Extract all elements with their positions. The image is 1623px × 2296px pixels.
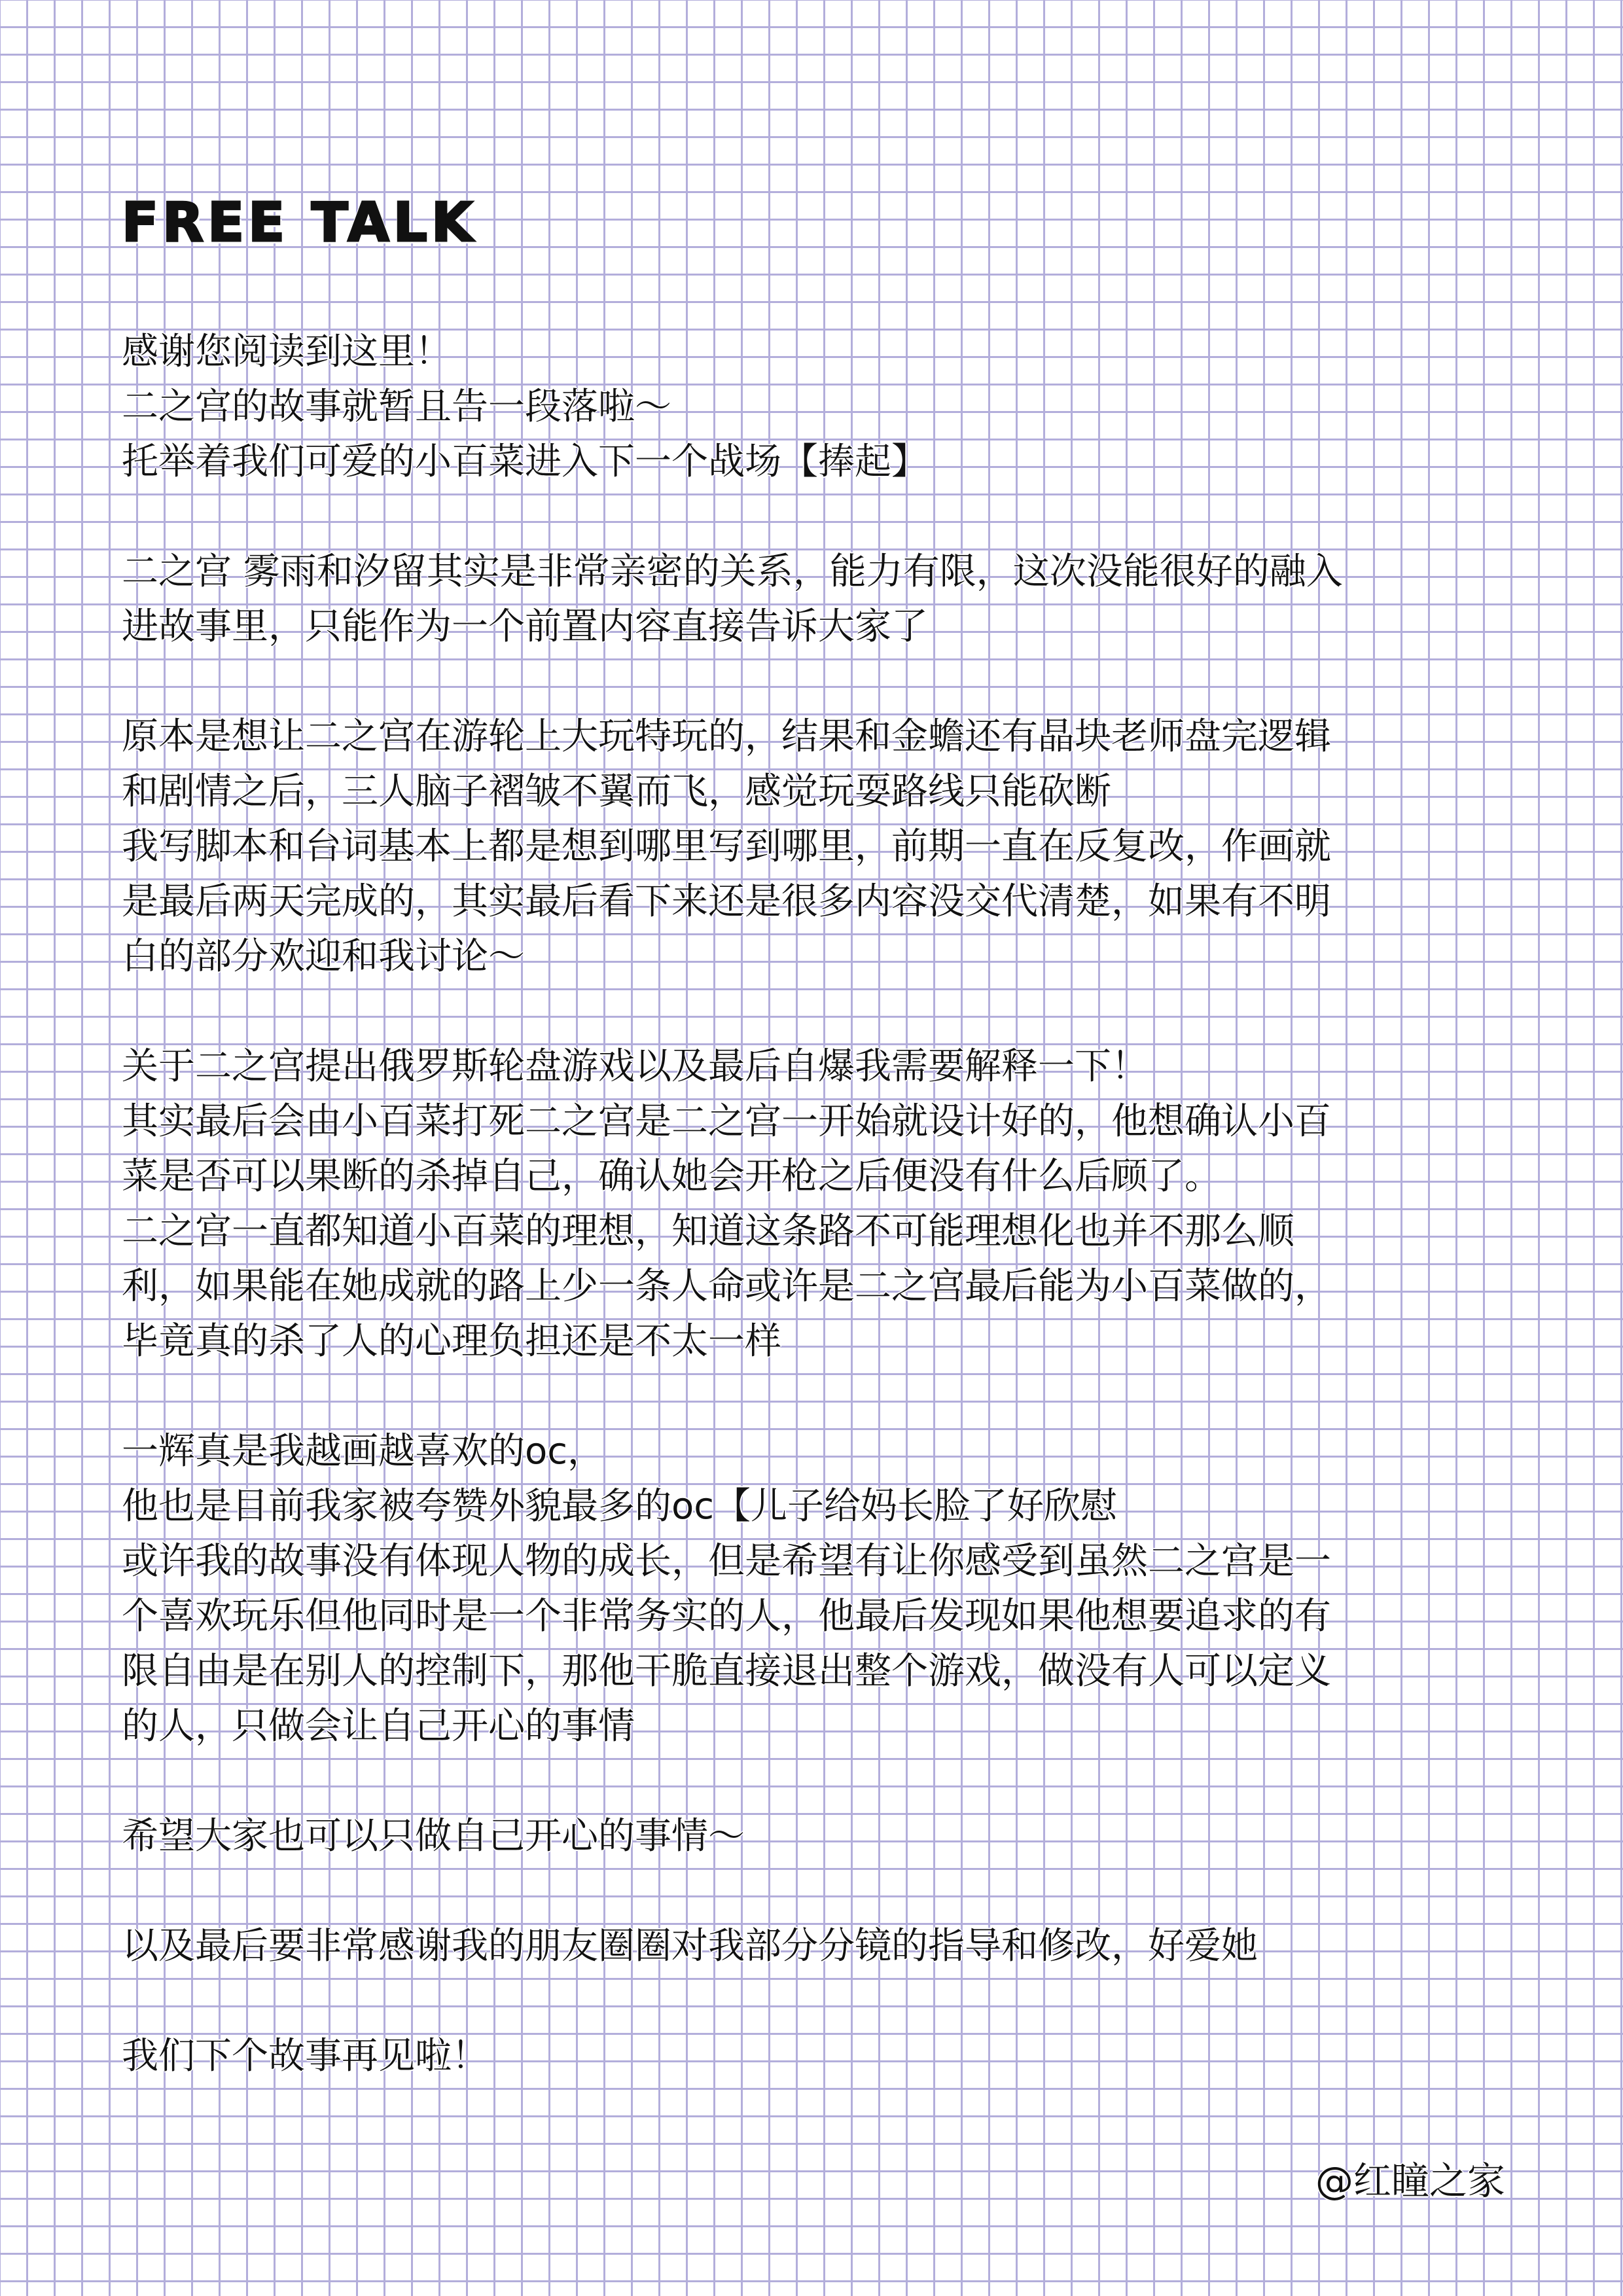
text-line: 是最后两天完成的，其实最后看下来还是很多内容没交代清楚，如果有不明 [122,880,1331,923]
paragraph-thanks [122,325,1509,490]
text-line: 他也是目前我家被夸赞外貌最多的oc【儿子给妈长脸了好欣慰 [122,1485,1118,1528]
text-line: 利，如果能在她成就的路上少一条人命或许是二之宫最后能为小百菜做的， [122,1265,1331,1308]
paragraph-wish [122,1809,1509,1864]
author-signature: @红瞳之家 [1315,2159,1506,2203]
text-line: 感谢您阅读到这里！ [122,331,452,373]
text-line: 限自由是在别人的控制下，那他干脆直接退出整个游戏，做没有人可以定义 [122,1650,1331,1693]
text-line: 其实最后会由小百菜打死二之宫是二之宫一开始就设计好的，他想确认小百 [122,1100,1331,1143]
text-line: 关于二之宫提出俄罗斯轮盘游戏以及最后自爆我需要解释一下！ [122,1045,1148,1088]
text-line: 二之宫一直都知道小百菜的理想，知道这条路不可能理想化也并不那么顺 [122,1210,1294,1253]
paragraph-relationship [122,545,1509,655]
text-line: 毕竟真的杀了人的心理负担还是不太一样 [122,1320,781,1363]
text-line: 进故事里，只能作为一个前置内容直接告诉大家了 [122,605,928,648]
paragraph-character [122,1424,1509,1754]
paragraph-acknowledgement [122,1919,1509,1974]
paragraph-explanation [122,1039,1509,1369]
text-line: 的人，只做会让自己开心的事情 [122,1705,635,1748]
text-line: 或许我的故事没有体现人物的成长，但是希望有让你感受到虽然二之宫是一 [122,1540,1331,1583]
text-line: 个喜欢玩乐但他同时是一个非常务实的人，他最后发现如果他想要追求的有 [122,1595,1331,1638]
text-line: 二之宫的故事就暂且告一段落啦～ [122,386,671,428]
text-line: 原本是想让二之宫在游轮上大玩特玩的，结果和金蟾还有晶块老师盘完逻辑 [122,715,1331,758]
text-line: 以及最后要非常感谢我的朋友圈圈对我部分分镜的指导和修改，好爱她 [122,1925,1258,1967]
text-line: 希望大家也可以只做自己开心的事情～ [122,1815,745,1857]
text-line: 菜是否可以果断的杀掉自己，确认她会开枪之后便没有什么后顾了。 [122,1155,1221,1198]
text-line: 和剧情之后，三人脑子褶皱不翼而飞，感觉玩耍路线只能砍断 [122,770,1111,813]
text-line: 一辉真是我越画越喜欢的oc， [122,1430,605,1473]
text-line: 托举着我们可爱的小百菜进入下一个战场【捧起】 [122,440,928,483]
free-talk-title: FREE TALK [122,192,477,254]
paragraph-production [122,709,1509,984]
text-line: 二之宫 雾雨和汐留其实是非常亲密的关系，能力有限，这次没能很好的融入 [122,550,1343,593]
text-line: 我写脚本和台词基本上都是想到哪里写到哪里，前期一直在反复改，作画就 [122,825,1331,868]
text-line: 白的部分欢迎和我讨论～ [122,935,525,978]
text-line: 我们下个故事再见啦！ [122,2035,488,2077]
free-talk-body [122,325,1509,2139]
paragraph-farewell [122,2029,1509,2084]
